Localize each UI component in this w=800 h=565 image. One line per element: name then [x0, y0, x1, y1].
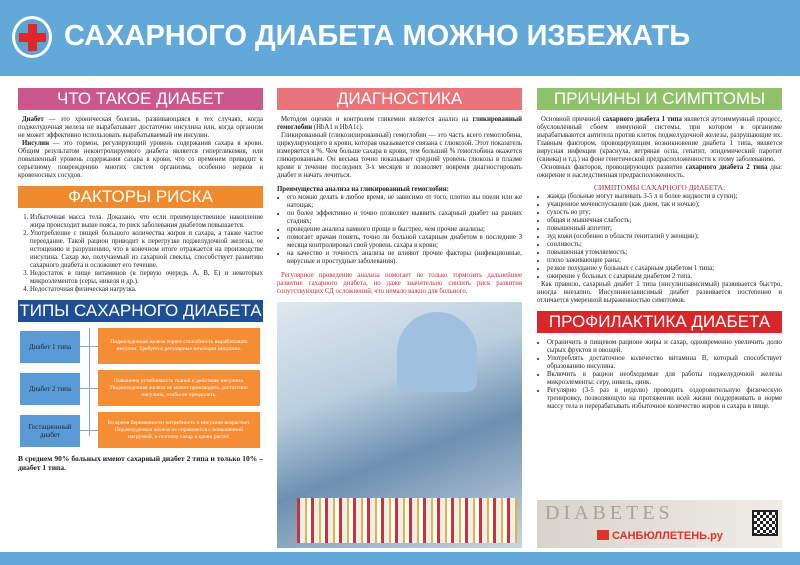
list-item: • Включить в рацион необходимые для работы поджелудочной железы микроэлементы: серу, никель, цинк. [547, 371, 782, 387]
list-item: • зуд кожи (особенно в области гениталий у женщин); [547, 233, 782, 241]
connector [80, 346, 98, 347]
risk-list [18, 214, 263, 294]
list-item: • Употреблять достаточное количество витамина В, который способствует образованию инсулина. [547, 355, 782, 371]
list-item: • общая и мышечная слабость; [547, 217, 782, 225]
connector [80, 430, 98, 431]
list-item: • его можно делать в любое время, не зависимо от того, плотно вы поели или же натощак; [287, 194, 522, 210]
connector [80, 388, 98, 389]
list-item: • Ограничить в пищевом рационе жиры и сахар, одновременно увеличить долю сырых фруктов и овощей. [547, 339, 782, 355]
list-item: 3. Недостаток в пище витаминов (в первую очередь А, В, Е) и некоторых микроэлементов (серы, никеля и др.). [30, 270, 263, 286]
types-diagram [18, 328, 263, 448]
list-item: 1. Избыточная масса тела. Доказано, что если преимущественное накопление жира происходит выше пояса, то риск заболевания диабетом повышается. [30, 214, 263, 230]
list-item: • он более эффективно и точно позволяет выявить сахарный диабет на ранних стадиях; [287, 210, 522, 226]
heading-causes-symptoms: ПРИЧИНЫ И СИМПТОМЫ [537, 88, 782, 110]
heading-prevention: ПРОФИЛАКТИКА ДИАБЕТА [537, 311, 782, 333]
type-box: Диабет 1 типа [20, 331, 80, 363]
list-item: • проведение анализа намного проще и быстрее, чем прочие анализы; [287, 226, 522, 234]
list-item: 4. Недостаточная физическая нагрузка. [30, 286, 263, 294]
qr-code[interactable] [752, 510, 778, 536]
list-item: • сухость во рту; [547, 209, 782, 217]
type-box: Диабет 2 типа [20, 373, 80, 405]
type-desc: Повышена устойчивость тканей к действию инсулина. Поджелудочная железа не может производить достаточно инсулина, чтобы ее преодолеть. [98, 370, 260, 406]
list-item: • Регулярно (3-5 раз в неделю) проводить оздоровительную физическую тренировку, позволяющую на протяжении всей жизни поддерживать в норме массу тела и перерабатывать избыточное количество жиров и сахара в пище. [547, 387, 782, 411]
left-column [18, 88, 263, 548]
list-item: • повышенная утомляемость; [547, 249, 782, 257]
diabetes-image [537, 500, 782, 548]
type-desc: Поджелудочная железа теряет способность вырабатывать инсулин. Требуется регулярные инъекции инсулина. [98, 328, 260, 364]
prevention-list [537, 339, 782, 411]
diagnostics-note: Регулярное проведение анализа помогает не только тормозить дальнейшее развитие сахарного диабета, но даже значительно снизить риск развития сопутствующих СД осложнений, что немало важно для больного. [277, 272, 522, 295]
what-text: Диабет — это хроническая болезнь, развивающаяся в тех случаях, когда поджелудочная железа не вырабатывает достаточно инсулина или, когда организм не может эффективно использовать вырабатываемый им инсулин. Инсулин — это гормон, регулирующий уровень содержания сахара в крови. Общим результатом неконтролируемого диабета является гипергликемия, или повышенный уровень содержания сахара в крови, что со временем приводит к серьезному повреждению многих систем организма, особенно нервов и кровеносных сосудов. [18, 116, 263, 179]
footer-strip [0, 552, 800, 565]
list-item: • жажда (больные могут выпивать 3-5 л и более жидкости в сутки); [547, 193, 782, 201]
header-banner [0, 0, 800, 76]
right-column [537, 88, 782, 548]
list-item: • ожирение у больных с сахарным диабетом 2 типа. [547, 273, 782, 281]
list-item: • учащенное мочеиспускание (как днем, так и ночью); [547, 201, 782, 209]
brand-logo: САНБЮЛЛЕТЕНЬ.ру [597, 530, 723, 542]
symptoms-title: СИМПТОМЫ САХАРНОГО ДИАБЕТА: [593, 183, 726, 192]
list-item: 2. Употребление с пищей большого количества жиров и сахара, а также частое переедание. Такой рацион приводит к перегрузке поджелудочной железы, ее истощению и разрушению, что в конечном итоге отражается на производстве инсулина. Сахар же, получаемый из сахарной свеклы, способствует развитию сахарного диабета и осложняет его течение. [30, 230, 263, 270]
types-note: В среднем 90% больных имеют сахарный диабет 2 типа и только 10% – диабет 1 типа. [18, 454, 263, 472]
list-item: • резкое похудание у больных с сахарным диабетом 1 типа; [547, 265, 782, 273]
red-cross-icon [12, 16, 52, 58]
list-item: • сонливость; [547, 241, 782, 249]
type-desc: Во время беременности потребность в инсулине возрастает. Поджелудочная железа не справляется с повышенной нагрузкой, и поэтому сахар в крови растет. [98, 412, 260, 448]
list-item: • на качество и точность анализа не влияют прочие факторы (инфекционные, вирусные и простудные заболевания). [287, 250, 522, 266]
poster-title: САХАРНОГО ДИАБЕТА МОЖНО ИЗБЕЖАТЬ [64, 20, 691, 52]
list-item: • плохо заживающие раны; [547, 257, 782, 265]
diabetes-word-tiles: DIABETES [545, 502, 674, 524]
type-box: Гестационный диабет [20, 415, 80, 447]
list-item: • помогает врачам понять, точно ли больной сахарным диабетом в последние 3 месяца контролировал свой уровень сахара в крови; [287, 234, 522, 250]
middle-column [277, 88, 522, 548]
heading-what-is-diabetes: ЧТО ТАКОЕ ДИАБЕТ [18, 88, 263, 110]
list-item: • повышенный аппетит; [547, 225, 782, 233]
heading-diagnostics: ДИАГНОСТИКА [277, 88, 522, 110]
diagnostics-text: Методом оценки и контролем гликемии является анализ на гликированный гемоглобин (HbA1 и HbA1c). Гликированный (гликозилированный) гемоглобин — это часть всего гемоглобина, циркулирующего в крови, которая оказывается связана с глюкозой. Этот показатель измеряется в %. Чем больше сахара в крови, тем больший % гемоглобина окажется гликированным. Он весьма точно показывает средний уровень глюкозы в плазме крови в течение последних 3-х месяцев и позволяет вовремя диагностировать диабет и начать лечиться. Преимущества анализа на гликированный гемоглобин: • его можно делать в любое время, не зависимо от того, плотно вы поели или же натощак; • он более эффективно и точно позволяет выявить сахарный диабет на ранних стадиях; • проведение анализа намного проще и быстрее, чем прочие анализы; • помогает врачам понять, точно ли больной сахарным диабетом в последние 3 месяца контролировал свой уровень сахара в крови; • на качество и точность анализа не влияют прочие факторы (инфекционные, вирусные и простудные заболевания). Регулярное проведение анализа помогает не только тормозить дальнейшее развитие сахарного диабета, но даже значительно снизить риск развития сопутствующих СД осложнений, что немало важно для больного. [277, 116, 522, 296]
diagram-line [89, 328, 90, 436]
causes-text: Основной причиной сахарного диабета 1 типа является аутоиммунный процесс, обусловленный сбоем иммунной системы, при котором в организме вырабатываются антитела против клеток поджелудочной железы, разрушающие их. Главным фактором, провоцирующим возникновение диабета 1 типа, является вирусная инфекция (краснуха, ветряная оспа, гепатит, эпидемический паротит (свинка) и т.д.) на фоне генетической предрасположенности к этому заболеванию. Основных факторов, провоцирующих развитие сахарного диабета 2 типа два: ожирение и наследственная предрасположенность. СИМПТОМЫ САХАРНОГО ДИАБЕТА: • жажда (больные могут выпивать 3-5 л и более жидкости в сутки); • учащенное мочеиспускание (как днем, так и ночью); • сухость во рту; • общая и мышечная слабость; • повышенный аппетит; • зуд кожи (особенно в области гениталий у женщин); • сонливость; • повышенная утомляемость; • плохо заживающие раны; • резкое похудание у больных с сахарным диабетом 1 типа; • ожирение у больных с сахарным диабетом 2 типа. Как правило, сахарный диабет 1 типа (инсулинзависимый) развивается быстро, иногда внезапно. Инсулиннезависимый диабет развивается постепенно и отличается умеренной выраженностью симптомов. [537, 116, 782, 305]
heading-diabetes-types: ТИПЫ САХАРНОГО ДИАБЕТА [19, 301, 262, 320]
heading-risk-factors: ФАКТОРЫ РИСКА [18, 186, 263, 208]
lab-photo [277, 302, 522, 548]
